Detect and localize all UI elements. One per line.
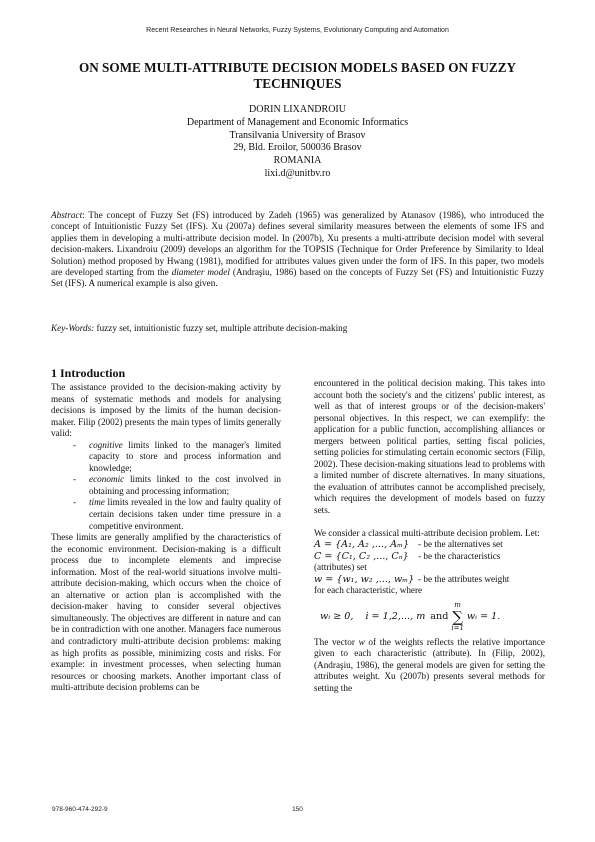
- author-university: Transilvania University of Brasov: [229, 129, 366, 141]
- definition-text: - be the attributes weight: [418, 573, 510, 584]
- intro-paragraph-5: [314, 637, 545, 695]
- sum-sigma: ∑: [452, 607, 463, 626]
- sum-upper: m: [454, 600, 461, 609]
- abstract-text-end: (Andraşiu, 1986) based on the concepts of Fuzzy Set (FS) and Intuitionistic Fuzzy Set (IFS). A numerical example is also given.: [51, 267, 544, 289]
- author-email: lixi.d@unitbv.ro: [264, 167, 331, 179]
- definition-text: - be the alternatives set: [418, 539, 503, 550]
- right-column: [314, 378, 545, 695]
- list-item-text: limits linked to the cost involved in obtaining and processing information;: [89, 474, 281, 496]
- author-name: DORIN LIXANDROIU: [249, 104, 346, 115]
- weight-condition-formula: [320, 601, 545, 633]
- math-set-a: A = {A₁, A₂ ,..., Aₘ}: [314, 539, 410, 551]
- definition-continuation: (attributes) set: [314, 562, 367, 573]
- intro-paragraph-3: encountered in the political decision making. This takes into account both the society's and the citizens' public interest, as well as that of interest groups or of the decision-makers' personal objectives. In this respect, we can exemplify: the application for a public function, accomplishing alliances or mergers between political parties, setting fiscal policies, setting policies for stimulating certain economic sectors (Filip, 2002). These decision-making situations lead to problems with a limited number of discrete alternatives. In many situations, the evaluation of attributes cannot be accomplished precisely, which requires the development of models based on fuzzy sets.: [314, 378, 546, 516]
- intro-paragraph-1: The assistance provided to the decision-making activity by means of systematic methods and models for analysing decisions is imposed by the limits of the human decision-maker. Filip (2002) presents the main types of limits generally valid:: [51, 382, 281, 439]
- footer-isbn: 978-960-474-292-9: [52, 806, 108, 813]
- author-address: 29, Bld. Eroilor, 500036 Brasov: [233, 142, 362, 154]
- math-set-c: C = {C₁, C₂ ,..., Cₙ}: [314, 550, 409, 562]
- list-dash: -: [73, 474, 77, 485]
- abstract-text: : The concept of Fuzzy Set (FS) introduced by Zadeh (1965) was generalized by Atanasov (1986), who introduced the concept of Intuitionistic Fuzzy Set (IFS). Xu (2007a) defines several similarity measures between the elements of some IFS and applies them in developing a multi-attribute decision model. In (2007b), Xu presents a multi-attribute decision model with several decision-makers. Lixandroiu (2009) develops an algorithm for the TOPSIS (Technique for Order Preference by Similarity to Ideal Solution) method proposed by Hwang (1981), modified for attributes values given under the form of IFS. In this paper, two models are developed starting from the: [51, 210, 544, 278]
- list-item: [73, 440, 281, 475]
- list-dash: -: [73, 439, 77, 450]
- abstract-emphasis: diameter model: [171, 267, 230, 278]
- keywords: [51, 323, 544, 334]
- left-column: [51, 366, 281, 694]
- keywords-label: Key-Words:: [51, 323, 95, 333]
- formula-index: i = 1,2,..., m: [365, 611, 426, 623]
- summation-symbol: [451, 601, 464, 633]
- intro-paragraph-2: These limits are generally amplified by the characteristics of the economic environment. Decision-making is a difficult process due to incomplete elements and imprecise information. Most of the real-world situations involve multi-attribute decision-making, which occurs when the choice of an alternative or action plan is accomplished with the decision-maker having to consider several objectives simultaneously. The objectives are different in nature and can be in contradiction with one another. Managers face numerous and contradictory multi-attribute decision problems: making as high profits as possible, minimizing costs and risks. For example: in investment processes, when selecting human resources or choosing markets. Another important class of multi-attribute decision problems can be: [51, 532, 281, 693]
- limits-list: [51, 440, 281, 532]
- list-item-term: cognitive: [89, 439, 123, 450]
- paragraph-emphasis: w: [358, 636, 365, 647]
- abstract: [51, 210, 544, 290]
- intro-paragraph-4: We consider a classical multi-attribute decision problem. Let:: [314, 527, 540, 538]
- section-heading: 1 Introduction: [51, 366, 126, 380]
- list-item: [73, 497, 281, 532]
- page-number: 150: [292, 806, 303, 813]
- formula-and: and: [430, 611, 449, 623]
- formula-left: wᵢ ≥ 0,: [320, 611, 354, 623]
- list-item-term: economic: [89, 474, 125, 485]
- author-country: ROMANIA: [273, 155, 322, 167]
- sum-lower: i=1: [451, 623, 464, 632]
- definition-text: - be the characteristics: [418, 550, 501, 561]
- list-item-text: limits linked to the manager's limited capacity to store and process information and knowledge;: [89, 439, 281, 473]
- abstract-label: Abstract: [51, 210, 83, 220]
- list-item-term: time: [89, 497, 105, 508]
- definition-continuation: for each characteristic, where: [314, 585, 423, 596]
- math-set-w: w = {w₁, w₂ ,..., wₘ}: [314, 573, 415, 585]
- paper-title: ON SOME MULTI-ATTRIBUTE DECISION MODELS BASED ON FUZZY TECHNIQUES: [78, 60, 517, 91]
- definition-characteristics: [314, 551, 545, 563]
- definition-alternatives: [314, 539, 545, 551]
- paragraph-text: The vector: [314, 636, 359, 647]
- list-item: [73, 474, 281, 497]
- formula-right: wᵢ = 1.: [466, 611, 501, 623]
- author-block: [0, 104, 595, 181]
- running-head: Recent Researches in Neural Networks, Fuzzy Systems, Evolutionary Computing and Automation: [146, 27, 449, 34]
- paragraph-text: of the weights reflects the relative importance given to each characteristic (attribute). In (Filip, 2002), (Andraşiu, 1986), the general models are given for setting the attributes weight. Xu (2007b) presents several methods for setting the: [314, 636, 545, 694]
- list-dash: -: [73, 497, 77, 508]
- definition-weights: [314, 574, 545, 586]
- keywords-text: fuzzy set, intuitionistic fuzzy set, multiple attribute decision-making: [94, 323, 348, 333]
- author-department: Department of Management and Economic Informatics: [186, 116, 409, 128]
- list-item-text: limits revealed in the low and faulty quality of certain decisions taken under time pressure in a competitive environment.: [89, 497, 281, 531]
